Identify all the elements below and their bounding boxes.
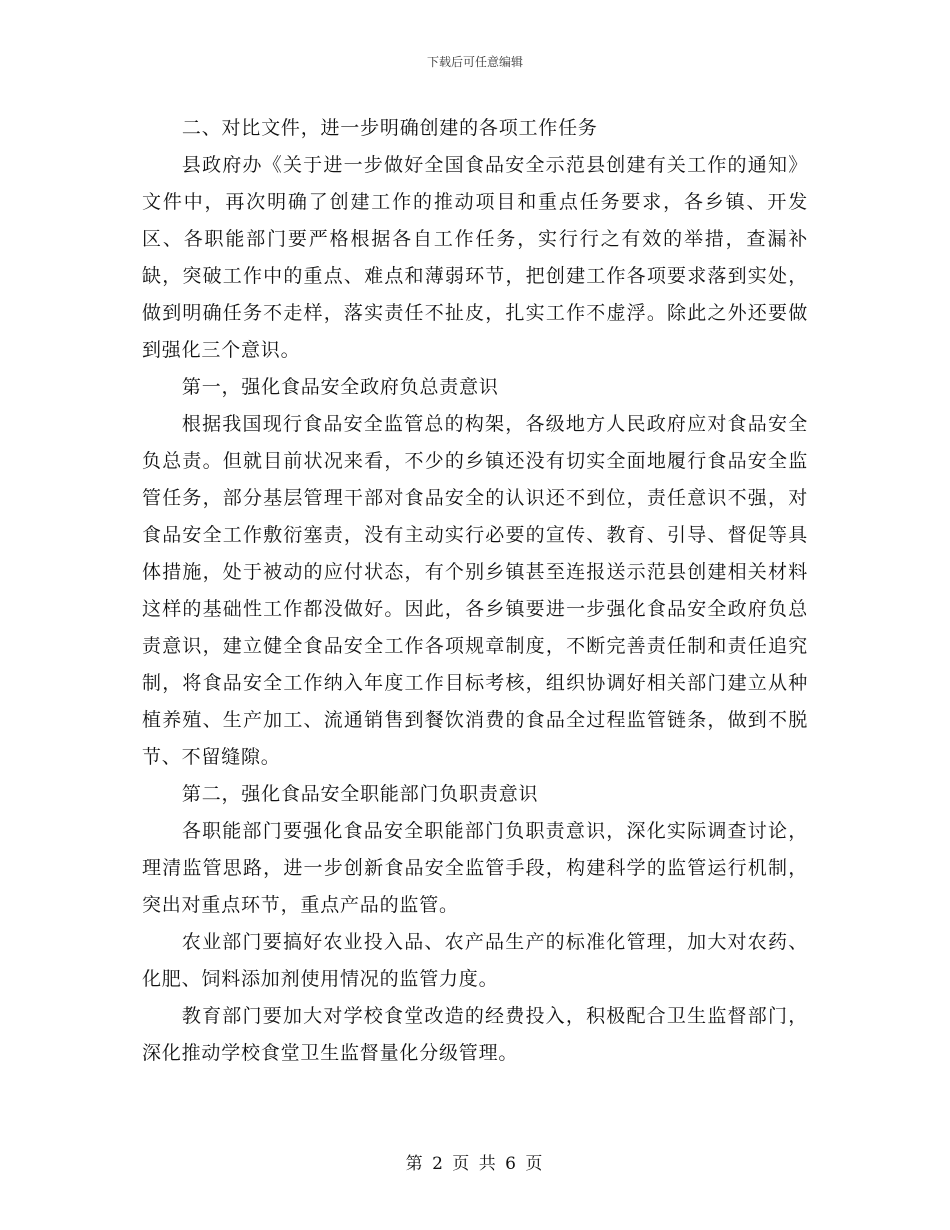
page-footer: 第 2 页 共 6 页	[405, 1154, 545, 1174]
subheading-second: 第二，强化食品安全职能部门负职责意识	[181, 783, 539, 805]
paragraph-agriculture: 农业部门要搞好农业投入品、农产品生产的标准化管理，加大对农药、化肥、饲料添加剂使用情况的监管力度。	[142, 931, 808, 990]
section-heading: 二、对比文件，进一步明确创建的各项工作任务	[181, 117, 598, 139]
page-header: 下载后可任意编辑	[426, 55, 523, 69]
paragraph-education: 教育部门要加大对学校食堂改造的经费投入，积极配合卫生监督部门，深化推动学校食堂卫生监督量化分级管理。	[142, 1005, 808, 1064]
document-body	[142, 110, 808, 1072]
paragraph-notice: 县政府办《关于进一步做好全国食品安全示范县创建有关工作的通知》文件中，再次明确了创建工作的推动项目和重点任务要求，各乡镇、开发区、各职能部门要严格根据各自工作任务，实行行之有效的举措，查漏补缺，突破工作中的重点、难点和薄弱环节，把创建工作各项要求落到实处，做到明确任务不走样，落实责任不扯皮，扎实工作不虚浮。除此之外还要做到强化三个意识。	[142, 154, 808, 361]
subheading-first: 第一，强化食品安全政府负总责意识	[181, 376, 499, 398]
paragraph-departments: 各职能部门要强化食品安全职能部门负职责意识，深化实际调查讨论，理清监管思路，进一步创新食品安全监管手段，构建科学的监管运行机制，突出对重点环节，重点产品的监管。	[142, 820, 808, 916]
paragraph-government-responsibility: 根据我国现行食品安全监管总的构架，各级地方人民政府应对食品安全负总责。但就目前状况来看，不少的乡镇还没有切实全面地履行食品安全监管任务，部分基层管理干部对食品安全的认识还不到位，责任意识不强，对食品安全工作敷衍塞责，没有主动实行必要的宣传、教育、引导、督促等具体措施，处于被动的应付状态，有个别乡镇甚至连报送示范县创建相关材料这样的基础性工作都没做好。因此，各乡镇要进一步强化食品安全政府负总责意识，建立健全食品安全工作各项规章制度，不断完善责任制和责任追究制，将食品安全工作纳入年度工作目标考核，组织协调好相关部门建立从种植养殖、生产加工、流通销售到餐饮消费的食品全过程监管链条，做到不脱节、不留缝隙。	[142, 413, 808, 768]
